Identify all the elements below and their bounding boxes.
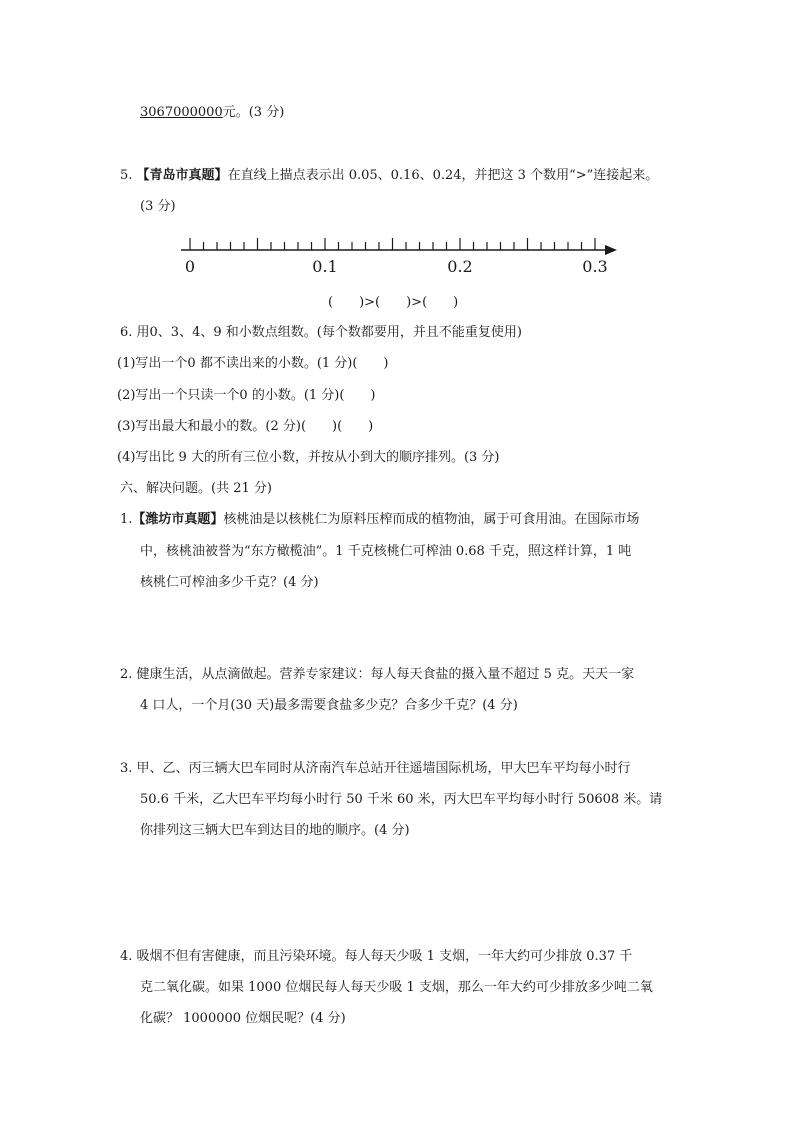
underlined-amount: 3067000000 (140, 105, 223, 120)
amount-suffix: 元。(3 分) (222, 105, 285, 120)
question-6-stem: 6. 用0、3、4、9 和小数点组数。(每个数都要用，并且不能重复使用) (120, 325, 522, 340)
section-6-title: 六、解决问题。(共 21 分) (120, 481, 272, 496)
number-line[interactable] (176, 230, 626, 280)
question-6-item-2: (2)写出一个只读一个0 的小数。(1 分)( ) (117, 388, 376, 403)
problem-4-line-1: 4. 吸烟不但有害健康，而且污染环境。每人每天少吸 1 支烟，一年大约可少排放 0.37 千 (120, 949, 633, 964)
problem-4-line-2: 克二氧化碳。如果 1000 位烟民每人每天少吸 1 支烟，那么一年大约可少排放多少吨二氧 (140, 980, 653, 995)
number-line-ticks (190, 238, 595, 250)
problem-3-line-1: 3. 甲、乙、丙三辆大巴车同时从济南汽车总站开往遥墙国际机场，甲大巴车平均每小时行 (120, 761, 631, 776)
problem-3-line-2: 50.6 千米，乙大巴车平均每小时行 50 千米 60 米，丙大巴车平均每小时行 50608 米。请 (140, 792, 663, 807)
number-line-arrow-icon (605, 245, 617, 255)
problem-1-text-1: 核桃油是以核桃仁为原料压榨而成的植物油，属于可食用油。在国际市场 (223, 512, 640, 527)
question-5-line (120, 168, 658, 184)
problem-1-tag: 【潍坊市真题】 (132, 512, 224, 527)
problem-3-line-3: 你排列这三辆大巴车到达目的地的顺序。(4 分) (140, 823, 410, 838)
tick-label-0.3: 0.3 (582, 257, 608, 276)
previous-answer-line (140, 105, 284, 121)
question-5-tag: 【青岛市真题】 (136, 168, 228, 183)
question-6-item-4: (4)写出比 9 大的所有三位小数，并按从小到大的顺序排列。(3 分) (117, 450, 500, 465)
tick-label-0.2: 0.2 (447, 257, 473, 276)
problem-1-line-3: 核桃仁可榨油多少千克？(4 分) (140, 575, 319, 590)
problem-1-line-2: 中，核桃油被誉为“东方橄榄油”。1 千克核桃仁可榨油 0.68 千克，照这样计算，1 吨 (140, 544, 632, 559)
problem-4-line-3: 化碳？ 1000000 位烟民呢？(4 分) (140, 1011, 346, 1026)
question-6-item-1: (1)写出一个0 都不读出来的小数。(1 分)( ) (117, 356, 389, 371)
problem-2-line-2: 4 口人，一个月(30 天)最多需要食盐多少克？合多少千克？(4 分) (140, 698, 518, 713)
question-5-text: 在直线上描点表示出 0.05、0.16、0.24，并把这 3 个数用“>”连接起来。 (227, 168, 659, 183)
question-5-number: 5. (120, 168, 133, 183)
compare-blanks[interactable]: ( )>( )>( ) (328, 295, 459, 310)
tick-label-0.1: 0.1 (312, 257, 338, 276)
problem-2-line-1: 2. 健康生活，从点滴做起。营养专家建议：每人每天食盐的摄入量不超过 5 克。天天一家 (120, 667, 635, 682)
question-5-points: (3 分) (140, 199, 176, 214)
tick-label-0: 0 (184, 257, 196, 276)
problem-1-number: 1. (120, 512, 133, 527)
question-6-item-3: (3)写出最大和最小的数。(2 分)( )( ) (117, 419, 374, 434)
problem-1-line-1 (120, 512, 639, 528)
